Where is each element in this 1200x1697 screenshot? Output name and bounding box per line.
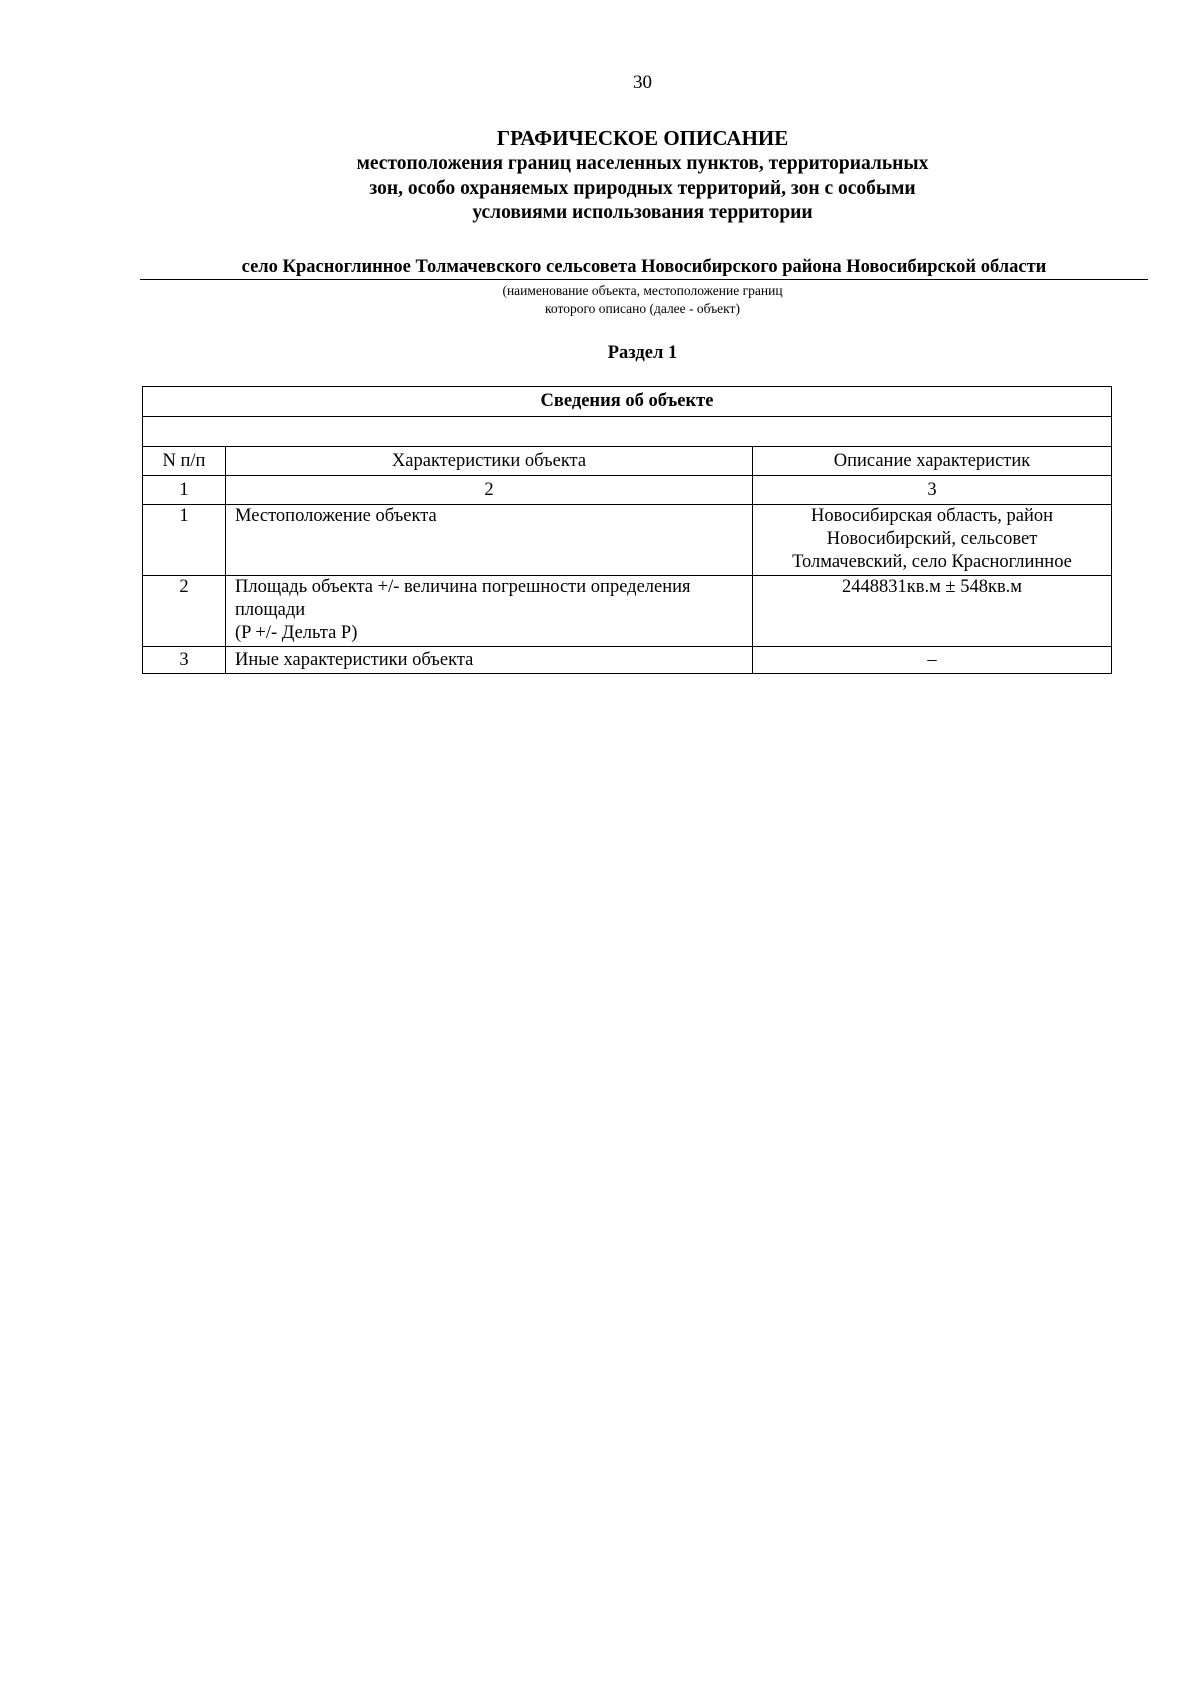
row-number: 1 [143,505,226,576]
table-row [143,576,1112,647]
characteristic-line: (P +/- Дельта P) [235,623,358,643]
table-row [143,505,1112,576]
description-line: Новосибирская область, район [811,506,1054,526]
table-title: Сведения об объекте [143,387,1112,417]
description-line: 2448831кв.м ± 548кв.м [842,577,1023,597]
row-characteristic [226,505,753,576]
table-row [143,647,1112,674]
title-main: ГРАФИЧЕСКОЕ ОПИСАНИЕ [496,126,789,150]
row-number: 2 [143,576,226,647]
object-caption [0,282,1200,318]
characteristic-line: площади [235,600,306,620]
table-empty-cell [143,417,1112,447]
row-characteristic [226,576,753,647]
description-line: Новосибирский, сельсовет [826,529,1038,549]
table-title-row [143,387,1112,417]
object-info-table [142,386,1112,674]
row-number: 3 [143,647,226,674]
row-characteristic [226,647,753,674]
object-name: село Красноглинное Толмачевского сельсовета Новосибирского района Новосибирской области [140,256,1148,280]
row-description [753,576,1112,647]
object-caption-line-2: которого описано (далее - объект) [545,301,740,316]
table-index-row [143,476,1112,505]
row-description [753,505,1112,576]
characteristic-line: Иные характеристики объекта [235,650,474,670]
object-caption-line-1: (наименование объекта, местоположение границ [502,283,783,298]
table-header-row [143,447,1112,476]
characteristic-line: Площадь объекта +/- величина погрешности определения [235,577,691,597]
title-line-3: условиями использования территории [472,202,813,223]
index-cell-1: 1 [143,476,226,505]
table-empty-row [143,417,1112,447]
header-characteristic: Характеристики объекта [226,447,753,476]
characteristic-line: Местоположение объекта [235,506,437,526]
description-line: Толмачевский, село Красноглинное [792,552,1072,572]
title-line-1: местоположения границ населенных пунктов, территориальных [356,153,929,174]
index-cell-2: 2 [226,476,753,505]
page-number: 30 [633,72,652,93]
header-description: Описание характеристик [753,447,1112,476]
section-title: Раздел 1 [607,343,678,363]
index-cell-3: 3 [753,476,1112,505]
header-number: N п/п [143,447,226,476]
description-line: – [927,650,937,670]
title-line-2: зон, особо охраняемых природных территорий, зон с особыми [369,177,916,199]
row-description [753,647,1112,674]
document-title [0,124,1200,226]
